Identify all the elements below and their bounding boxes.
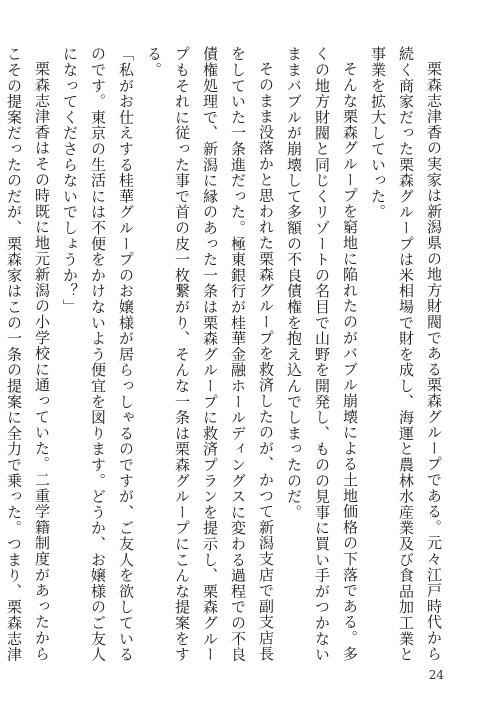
paragraph-bubble-collapse: そんな栗森グループを窮地に陥れたのがバブル崩壊による土地価格の下落である。多くの地方財閥と同じくリゾートの名目で山野を開発し、ものの見事に買い手がつかないままバブルが崩壊して多額の不良債権を抱え込んでしまったのだ。: [285, 46, 359, 663]
paragraph-rescue-plan: そのまま没落かと思われた栗森グループを救済したのが、かつて新潟支店で副支店長をしていた一条進だった。極東銀行が桂華金融ホールディングスに変わる過程での不良債権処理で、新潟に縁のあった一条は栗森グループに救済プランを提示し、栗森グループもそれに従った事で首の皮一枚繋がり、そんな一条は栗森グループにこんな提案をする。: [145, 46, 275, 663]
page-number: 24: [428, 668, 444, 682]
paragraph-family-background: 栗森志津香の実家は新潟県の地方財閥である栗森グループである。元々江戸時代から続く商家だった栗森グループは米相場で財を成し、海運と農林水産業及び食品加工業と事業を拡大していった。: [369, 46, 443, 663]
dialogue-ichijo-proposal: 「私がお仕えする桂華グループのお嬢様が居らっしゃるのですが、ご友人を欲しているのです。東京の生活には不便をかけないよう便宜を図ります。どうか、お嬢様のご友人になってくださらないでしょうか？」: [61, 46, 135, 663]
vertical-text-body: [5, 46, 448, 666]
paragraph-transfer-to-tokyo: 栗森志津香はその時既に地元新潟の小学校に通っていた。二重学籍制度があったからこその提案だったのだが、栗森家はこの一条の提案に全力で乗った。つまり、栗森志津: [5, 46, 51, 663]
